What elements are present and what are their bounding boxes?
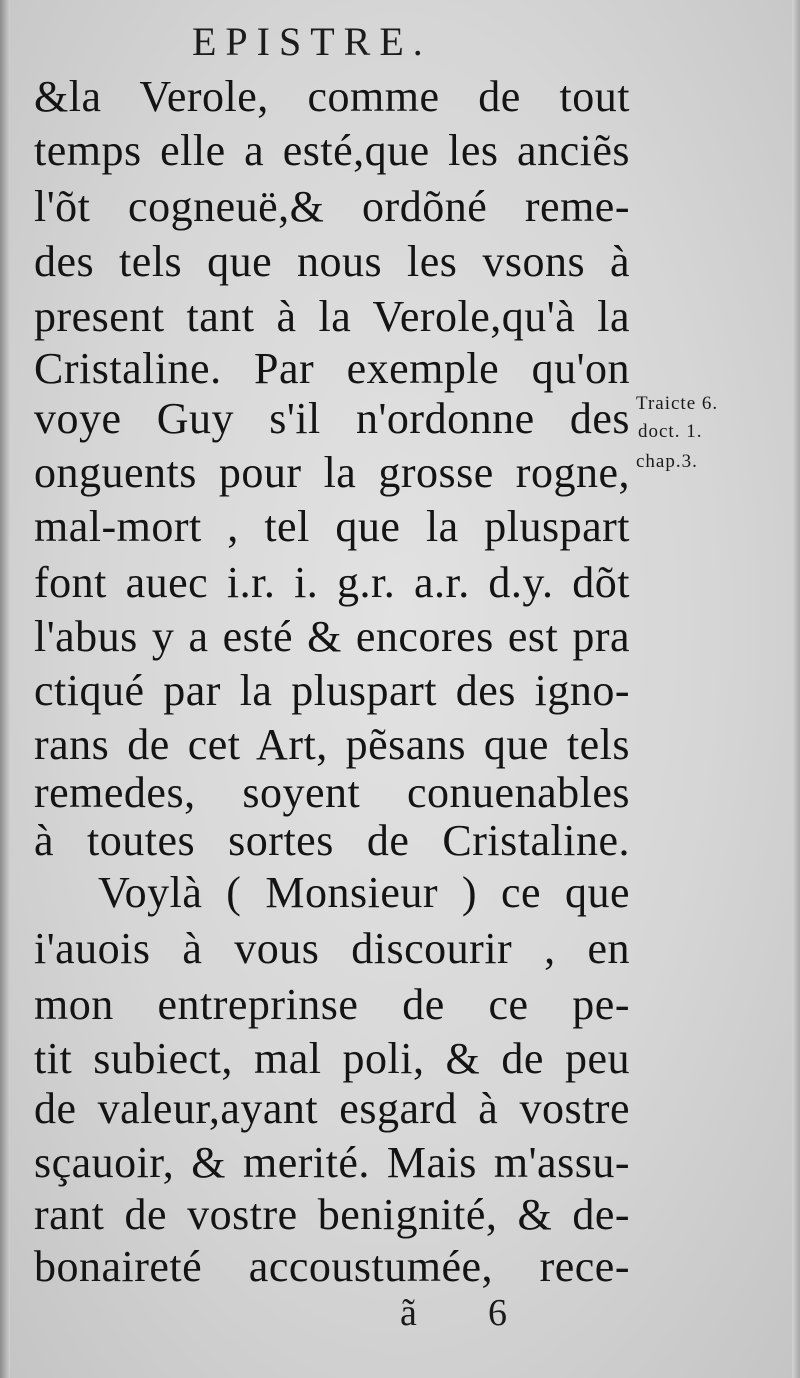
running-head: EPISTRE. bbox=[192, 19, 432, 64]
text-line: onguents pour la grosse rogne, bbox=[34, 448, 630, 497]
text-line: present tant à la Verole,qu'à la bbox=[34, 292, 630, 341]
text-line: bonaireté accoustumée, rece- bbox=[34, 1242, 630, 1291]
text-line: font auec i.r. i. g.r. a.r. d.y. dõt bbox=[34, 558, 630, 607]
text-line: rans de cet Art, pẽsans que tels bbox=[34, 720, 630, 769]
text-line: rant de vostre benignité, & de- bbox=[34, 1190, 630, 1239]
signature-number: 6 bbox=[488, 1292, 507, 1334]
text-line: l'abus y a esté & encores est pra bbox=[34, 612, 630, 661]
text-line: &la Verole, comme de tout bbox=[34, 72, 630, 121]
margin-note: doct. 1. bbox=[638, 421, 703, 442]
text-line: i'auois à vous discourir , en bbox=[34, 924, 630, 973]
text-line: remedes, soyent conuenables bbox=[34, 768, 630, 817]
text-line: tit subiect, mal poli, & de peu bbox=[34, 1034, 630, 1083]
text-line: ctiqué par la pluspart des igno- bbox=[34, 666, 630, 715]
signature-mark: ã bbox=[400, 1292, 417, 1334]
text-line: voye Guy s'il n'ordonne des bbox=[34, 394, 630, 443]
margin-note: Traicte 6. bbox=[636, 393, 719, 414]
text-line: mal-mort , tel que la pluspart bbox=[34, 502, 630, 551]
text-line: l'õt cogneuë,& ordõné reme- bbox=[34, 182, 630, 231]
text-line: Voylà ( Monsieur ) ce que bbox=[98, 868, 630, 917]
text-line: sçauoir, & merité. Mais m'assu- bbox=[34, 1138, 630, 1187]
page-right-edge bbox=[792, 0, 800, 1378]
text-line: Cristaline. Par exemple qu'on bbox=[34, 344, 630, 393]
margin-note: chap.3. bbox=[636, 451, 698, 472]
text-line: de valeur,ayant esgard à vostre bbox=[34, 1084, 630, 1133]
page-left-edge bbox=[0, 0, 10, 1378]
text-line: mon entreprinse de ce pe- bbox=[34, 980, 630, 1029]
text-line: des tels que nous les vsons à bbox=[34, 237, 630, 286]
text-line: temps elle a esté,que les anciẽs bbox=[34, 126, 630, 175]
text-line: à toutes sortes de Cristaline. bbox=[34, 816, 630, 865]
